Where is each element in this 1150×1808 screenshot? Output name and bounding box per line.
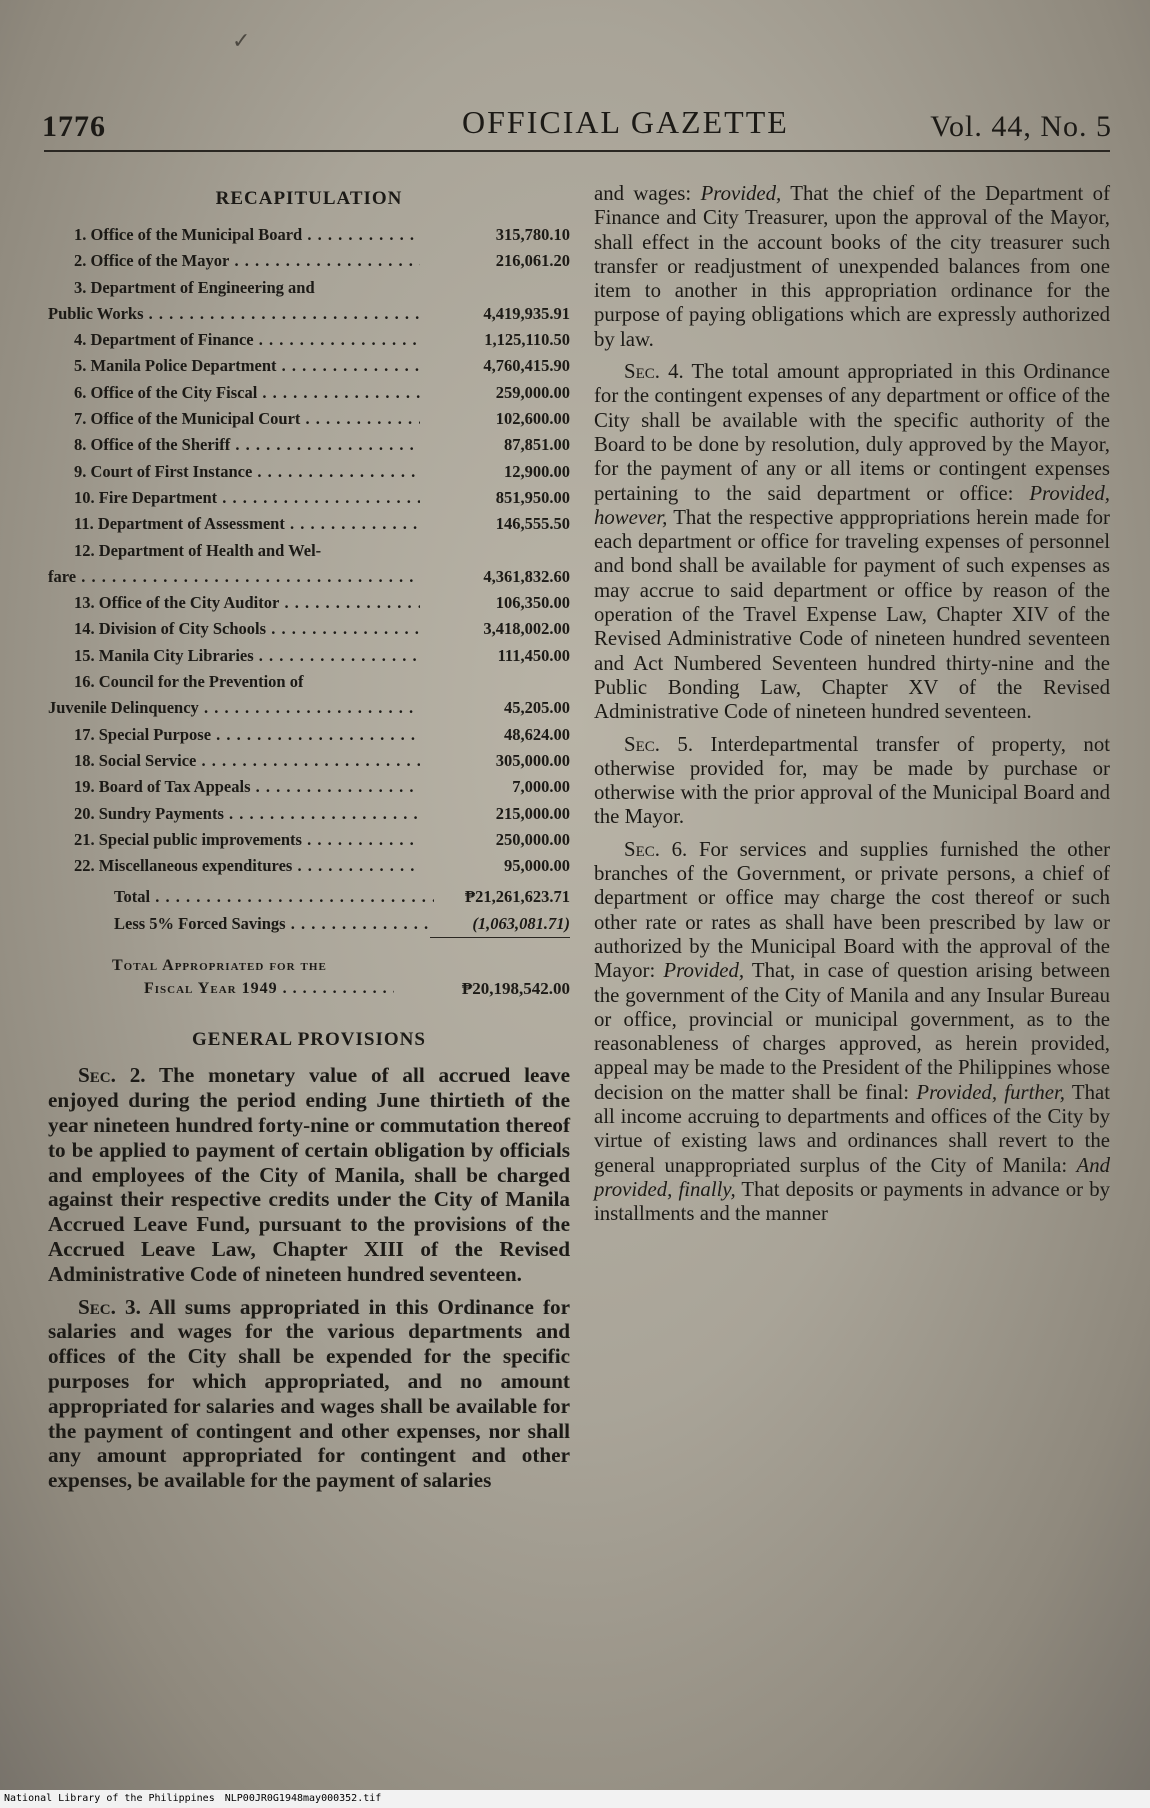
grand-total xyxy=(48,957,570,1003)
recap-item-label: 3. Department of Engineering and xyxy=(74,277,315,297)
recapitulation-list xyxy=(48,222,570,879)
left-column xyxy=(48,182,570,1501)
recap-item xyxy=(48,406,570,432)
recap-item-amount: 250,000.00 xyxy=(495,829,570,849)
totals-block xyxy=(48,883,570,1003)
recap-item xyxy=(48,327,570,353)
recap-item-amount: 4,760,415.90 xyxy=(483,356,570,376)
recap-item-amount: 12,900.00 xyxy=(504,461,570,481)
recap-item-amount: 216,061.20 xyxy=(495,251,570,271)
recap-item-label: 21. Special public improvements . . . xyxy=(48,827,420,853)
recap-item-amount: 48,624.00 xyxy=(504,724,570,744)
recap-item-label-cont: fare . . . xyxy=(48,564,420,590)
total-rule xyxy=(430,937,570,938)
recap-item-amount: 146,555.50 xyxy=(495,514,570,534)
recap-item-amount: 259,000.00 xyxy=(495,382,570,402)
footer-file: NLP00JR0G1948may000352.tif xyxy=(224,1793,382,1804)
recap-item xyxy=(48,380,570,406)
volume-number: Vol. 44, No. 5 xyxy=(930,110,1112,143)
less-label: Less 5% Forced Savings xyxy=(114,914,286,934)
total-amount: ₱21,261,623.71 xyxy=(465,887,570,907)
general-provisions-heading: GENERAL PROVISIONS xyxy=(192,1029,426,1051)
recap-item xyxy=(48,432,570,458)
recap-item xyxy=(48,616,570,642)
section-6-label: Sec. 6. xyxy=(624,837,688,861)
recap-item xyxy=(48,827,570,853)
scan-footer xyxy=(0,1790,1150,1808)
recap-item xyxy=(48,485,570,511)
recap-item-amount: 1,125,110.50 xyxy=(484,330,570,350)
header-rule xyxy=(44,150,1110,152)
smudge-mark: ✓ xyxy=(232,28,251,53)
total-label: Total xyxy=(114,887,151,907)
recap-item-label: 8. Office of the Sheriff . . . xyxy=(48,432,420,458)
recap-item xyxy=(48,590,570,616)
recap-item xyxy=(48,353,570,379)
recap-item-amount: 7,000.00 xyxy=(512,777,570,797)
recap-item-amount: 315,780.10 xyxy=(495,225,570,244)
page-header xyxy=(42,102,1112,148)
page-number: 1776 xyxy=(42,110,106,143)
recap-item-label: 5. Manila Police Department . . . xyxy=(48,353,420,379)
recapitulation-heading: RECAPITULATION xyxy=(215,188,403,209)
recap-item-label: 1. Office of the Municipal Board . . . xyxy=(48,222,420,248)
section-2-label: Sec. 2. xyxy=(78,1063,146,1088)
recap-item xyxy=(48,722,570,748)
section-3-paragraph: Sec. 3. All sums appropriated in this Ordinance for salaries and wages for the various departments and offices of the City shall be expended for the specific purposes for which appropriated, and no amount appropriated for salaries and wages shall be available for the payment of contingent and other expenses, nor shall any amount appropriated for contingent and other expenses, be available for the payment of salaries xyxy=(48,1294,570,1493)
recap-item-amount: 102,600.00 xyxy=(495,409,570,429)
recap-item-label: 12. Department of Health and Wel- xyxy=(74,540,322,560)
recap-item-label-cont: Juvenile Delinquency . . . xyxy=(48,695,420,721)
continued-paragraph: and wages: Provided, That the chief of the Department of Finance and City Treasurer, upon the approval of the Mayor, shall effect in the account books of the city treasurer such transfer or readjustment of unexpended balances from one item to another in this appropriation ordinance for the purpose of paying obligations which are expressly authorized by law. xyxy=(594,182,1111,351)
recap-item-amount: 215,000.00 xyxy=(495,803,570,823)
section-5-paragraph: Sec. 5. Interdepartmental transfer of property, not otherwise provided for, may be made by purchase or otherwise with the prior approval of the Municipal Board and the Mayor. xyxy=(594,732,1111,829)
recap-item xyxy=(48,669,570,722)
recap-item xyxy=(48,643,570,669)
recap-item-label: 20. Sundry Payments . . . xyxy=(48,801,420,827)
recap-item-label: 2. Office of the Mayor . . . xyxy=(48,248,420,274)
publication-title: OFFICIAL GAZETTE xyxy=(462,104,789,140)
recap-item-label: 17. Special Purpose . . . xyxy=(48,722,420,748)
grand-total-label-1: Total Appropriated for the xyxy=(112,957,327,975)
less-amount: (1,063,081.71) xyxy=(472,914,570,934)
recap-item-label: 22. Miscellaneous expenditures . . . xyxy=(48,853,420,879)
section-4-paragraph: Sec. 4. The total amount appropriated in this Ordinance for the contingent expenses of any department or office of the City shall be available with the specific authority of the Board to be done by resolution, duly approved by the Mayor, for the payment of any or all items or contingent expenses pertaining to the said department or office: Provided, however, That the respective apppropriations herein made for each department or office for traveling expenses of personnel and bond shall be available for payment of such expenses as may accrue to said department or office by reason of the operation of the Travel Expense Law, Chapter XIV of the Revised Administrative Code of nineteen hundred seventeen and Act Numbered Seventeen hundred thirty-nine and the Public Bonding Law, Chapter XV of the Revised Administrative Code of nineteen hundred seventeen. xyxy=(594,360,1111,724)
section-6-paragraph: Sec. 6. For services and supplies furnished the other branches of the Government, or private persons, a chief of department or office may charge the cost thereof or such other rate or rates as shall have been prescribed by law or authorized by the Municipal Board with the approval of the Mayor: Provided, That, in case of question arising between the government of the City of Manila and any Insular Bureau or office, provincial or municipal government, as to the reasonableness of charges approved, as herein provided, appeal may be made to the President of the Philippines whose decision on the matter shall be final: Provided, further, That all income accruing to departments and offices of the City by virtue of existing laws and ordinances shall revert to the general unappropriated surplus of the City of Manila: And provided, finally, That deposits or payments in advance or by installments and the manner xyxy=(594,837,1111,1226)
recap-item xyxy=(48,222,570,248)
recap-item-amount: 45,205.00 xyxy=(504,698,570,718)
recap-item-amount: 87,851.00 xyxy=(504,435,570,455)
recap-item-label: 7. Office of the Municipal Court . . . xyxy=(48,406,420,432)
recap-item-label: 6. Office of the City Fiscal . . . xyxy=(48,380,420,406)
recap-item-label: 18. Social Service . . . xyxy=(48,748,420,774)
recap-item xyxy=(48,275,570,328)
recap-item-amount: 4,361,832.60 xyxy=(483,566,570,586)
recap-item xyxy=(48,801,570,827)
section-4-label: Sec. 4. xyxy=(624,360,684,384)
section-2-paragraph: Sec. 2. The monetary value of all accrued leave enjoyed during the period ending June thirtieth of the year nineteen hundred forty-nine or commutation thereof to be applied to payment of certain obligation by officials and employees of the City of Manila, shall be charged against their respective credits under the City of Manila Accrued Leave Fund, pursuant to the provisions of the Accrued Leave Law, Chapter XIII of the Revised Administrative Code of nineteen hundred seventeen. xyxy=(48,1063,570,1286)
grand-total-amount: ₱20,198,542.00 xyxy=(461,979,570,999)
right-column xyxy=(594,182,1110,1234)
recap-item-label: 10. Fire Department . . . xyxy=(48,485,420,511)
recap-item xyxy=(48,748,570,774)
grand-total-label-2: Fiscal Year 1949 xyxy=(144,980,278,998)
recap-item xyxy=(48,248,570,274)
recap-item-label: 16. Council for the Prevention of xyxy=(74,672,304,692)
section-3-label: Sec. 3. xyxy=(78,1294,141,1319)
recap-item xyxy=(48,538,570,591)
total-row xyxy=(48,883,570,910)
recap-item xyxy=(48,511,570,537)
recap-item-amount: 3,418,002.00 xyxy=(483,619,570,639)
recap-item-label: 15. Manila City Libraries . . . xyxy=(48,643,420,669)
recap-item-label-cont: Public Works . . . xyxy=(48,301,420,327)
recap-item-amount: 305,000.00 xyxy=(495,750,570,770)
recap-item-amount: 851,950.00 xyxy=(495,487,570,507)
recap-item-label: 9. Court of First Instance . . . xyxy=(48,459,420,485)
recap-item xyxy=(48,853,570,879)
less-row xyxy=(48,910,570,937)
recap-item-label: 13. Office of the City Auditor . . . xyxy=(48,590,420,616)
recap-item-label: 14. Division of City Schools . . . xyxy=(48,616,420,642)
recap-item-amount: 95,000.00 xyxy=(504,856,570,876)
recap-item-amount: 106,350.00 xyxy=(495,593,570,613)
recap-item xyxy=(48,774,570,800)
recap-item-amount: 111,450.00 xyxy=(497,645,570,665)
recap-item-label: 4. Department of Finance . . . xyxy=(48,327,420,353)
section-5-label: Sec. 5. xyxy=(624,732,694,756)
recap-item-label: 11. Department of Assessment . . . xyxy=(48,511,420,537)
recap-item-label: 19. Board of Tax Appeals . . . xyxy=(48,774,420,800)
footer-source: National Library of the Philippines xyxy=(4,1793,215,1804)
recap-item xyxy=(48,459,570,485)
recap-item-amount: 4,419,935.91 xyxy=(483,303,570,323)
